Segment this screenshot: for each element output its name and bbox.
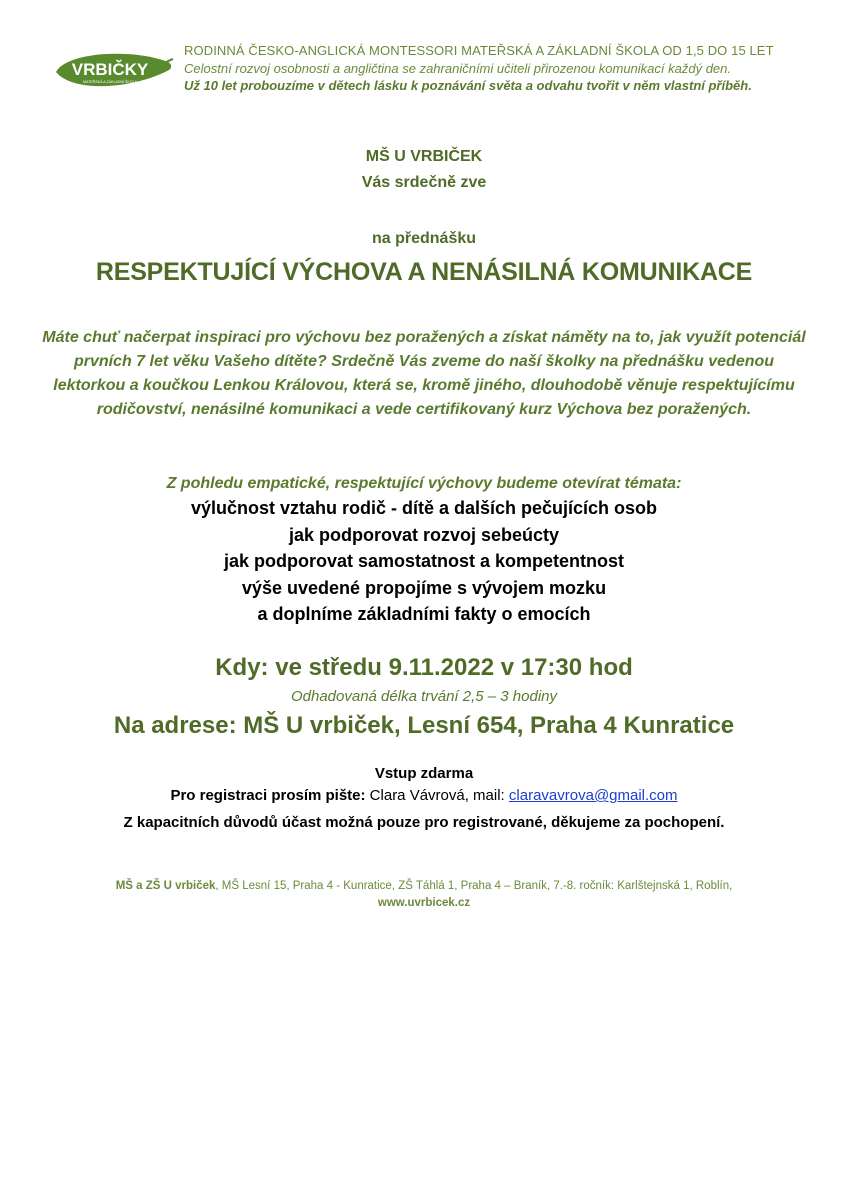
footer-address-text: , MŠ Lesní 15, Praha 4 - Kunratice, ZŠ Táhlá 1, Praha 4 – Braník, 7.-8. ročník: Karlštejnská 1, Roblín, xyxy=(215,880,733,892)
event-date: Kdy: ve středu 9.11.2022 v 17:30 hod xyxy=(215,654,633,681)
school-header xyxy=(184,42,824,95)
registration-email-link[interactable]: claravavrova@gmail.com xyxy=(508,787,678,804)
lecture-title: RESPEKTUJÍCÍ VÝCHOVA A NENÁSILNÁ KOMUNIKACE xyxy=(95,258,753,286)
entry-free: Vstup zdarma xyxy=(374,765,474,782)
lecture-lead: na přednášku xyxy=(371,230,477,247)
topic-item: jak podporovat rozvoj sebeúcty xyxy=(288,524,560,545)
event-address: Na adrese: MŠ U vrbiček, Lesní 654, Praha 4 Kunratice xyxy=(113,712,735,739)
intro-paragraph: Máte chuť načerpat inspiraci pro výchovu bez poražených a získat náměty na to, jak využít potenciál prvních 7 let věku Vašeho dítěte? Srdečně Vás zveme do naší školky na přednášku vedenou lektorkou a koučkou Lenkou Královou, která se, kromě jiného, dlouhodobě věnuje respektujícímu rodičovství, nenásilné komunikaci a vede certifikovaný kurz Výchova bez poražených. xyxy=(42,329,806,418)
footer-addresses xyxy=(0,878,848,894)
capacity-note: Z kapacitních důvodů účast možná pouze pro registrované, děkujeme za pochopení. xyxy=(123,814,725,831)
topic-item: jak podporovat samostatnost a kompetentnost xyxy=(223,551,625,571)
event-duration: Odhadovaná délka trvání 2,5 – 3 hodiny xyxy=(290,688,558,705)
vrbicky-logo xyxy=(52,48,174,94)
logo-text: VRBIČKY xyxy=(71,60,149,79)
header-line-1: RODINNÁ ČESKO-ANGLICKÁ MONTESSORI MATEŘSKÁ A ZÁKLADNÍ ŠKOLA OD 1,5 DO 15 LET xyxy=(184,43,774,58)
footer-school-name: MŠ a ZŠ U vrbiček xyxy=(115,880,216,892)
topic-item: výše uvedené propojíme s vývojem mozku xyxy=(241,577,607,598)
topic-item: a doplníme základními fakty o emocích xyxy=(257,604,591,624)
topics-intro: Z pohledu empatické, respektující výchovy budeme otevírat témata: xyxy=(166,475,682,492)
header-line-3: Už 10 let probouzíme v dětech lásku k poznávání světa a odvahu tvořit v něm vlastní příběh. xyxy=(184,78,752,93)
registration-line xyxy=(0,785,848,807)
topics-list xyxy=(0,495,848,628)
registration-label: Pro registraci prosím pište: xyxy=(170,787,366,804)
invite-text: Vás srdečně zve xyxy=(361,174,487,191)
header-line-2: Celostní rozvoj osobnosti a angličtina se zahraničními učiteli přirozenou komunikací každý den. xyxy=(184,60,732,76)
footer-website-link[interactable]: www.uvrbicek.cz xyxy=(377,897,471,909)
topic-item: výlučnost vztahu rodič - dítě a dalších pečujících osob xyxy=(190,498,658,518)
registration-contact: Clara Vávrová, mail: xyxy=(365,787,509,804)
organizer: MŠ U VRBIČEK xyxy=(365,148,483,165)
logo-subtext: MATEŘSKÁ A ZÁKLADNÍ ŠKOLA xyxy=(82,80,138,84)
